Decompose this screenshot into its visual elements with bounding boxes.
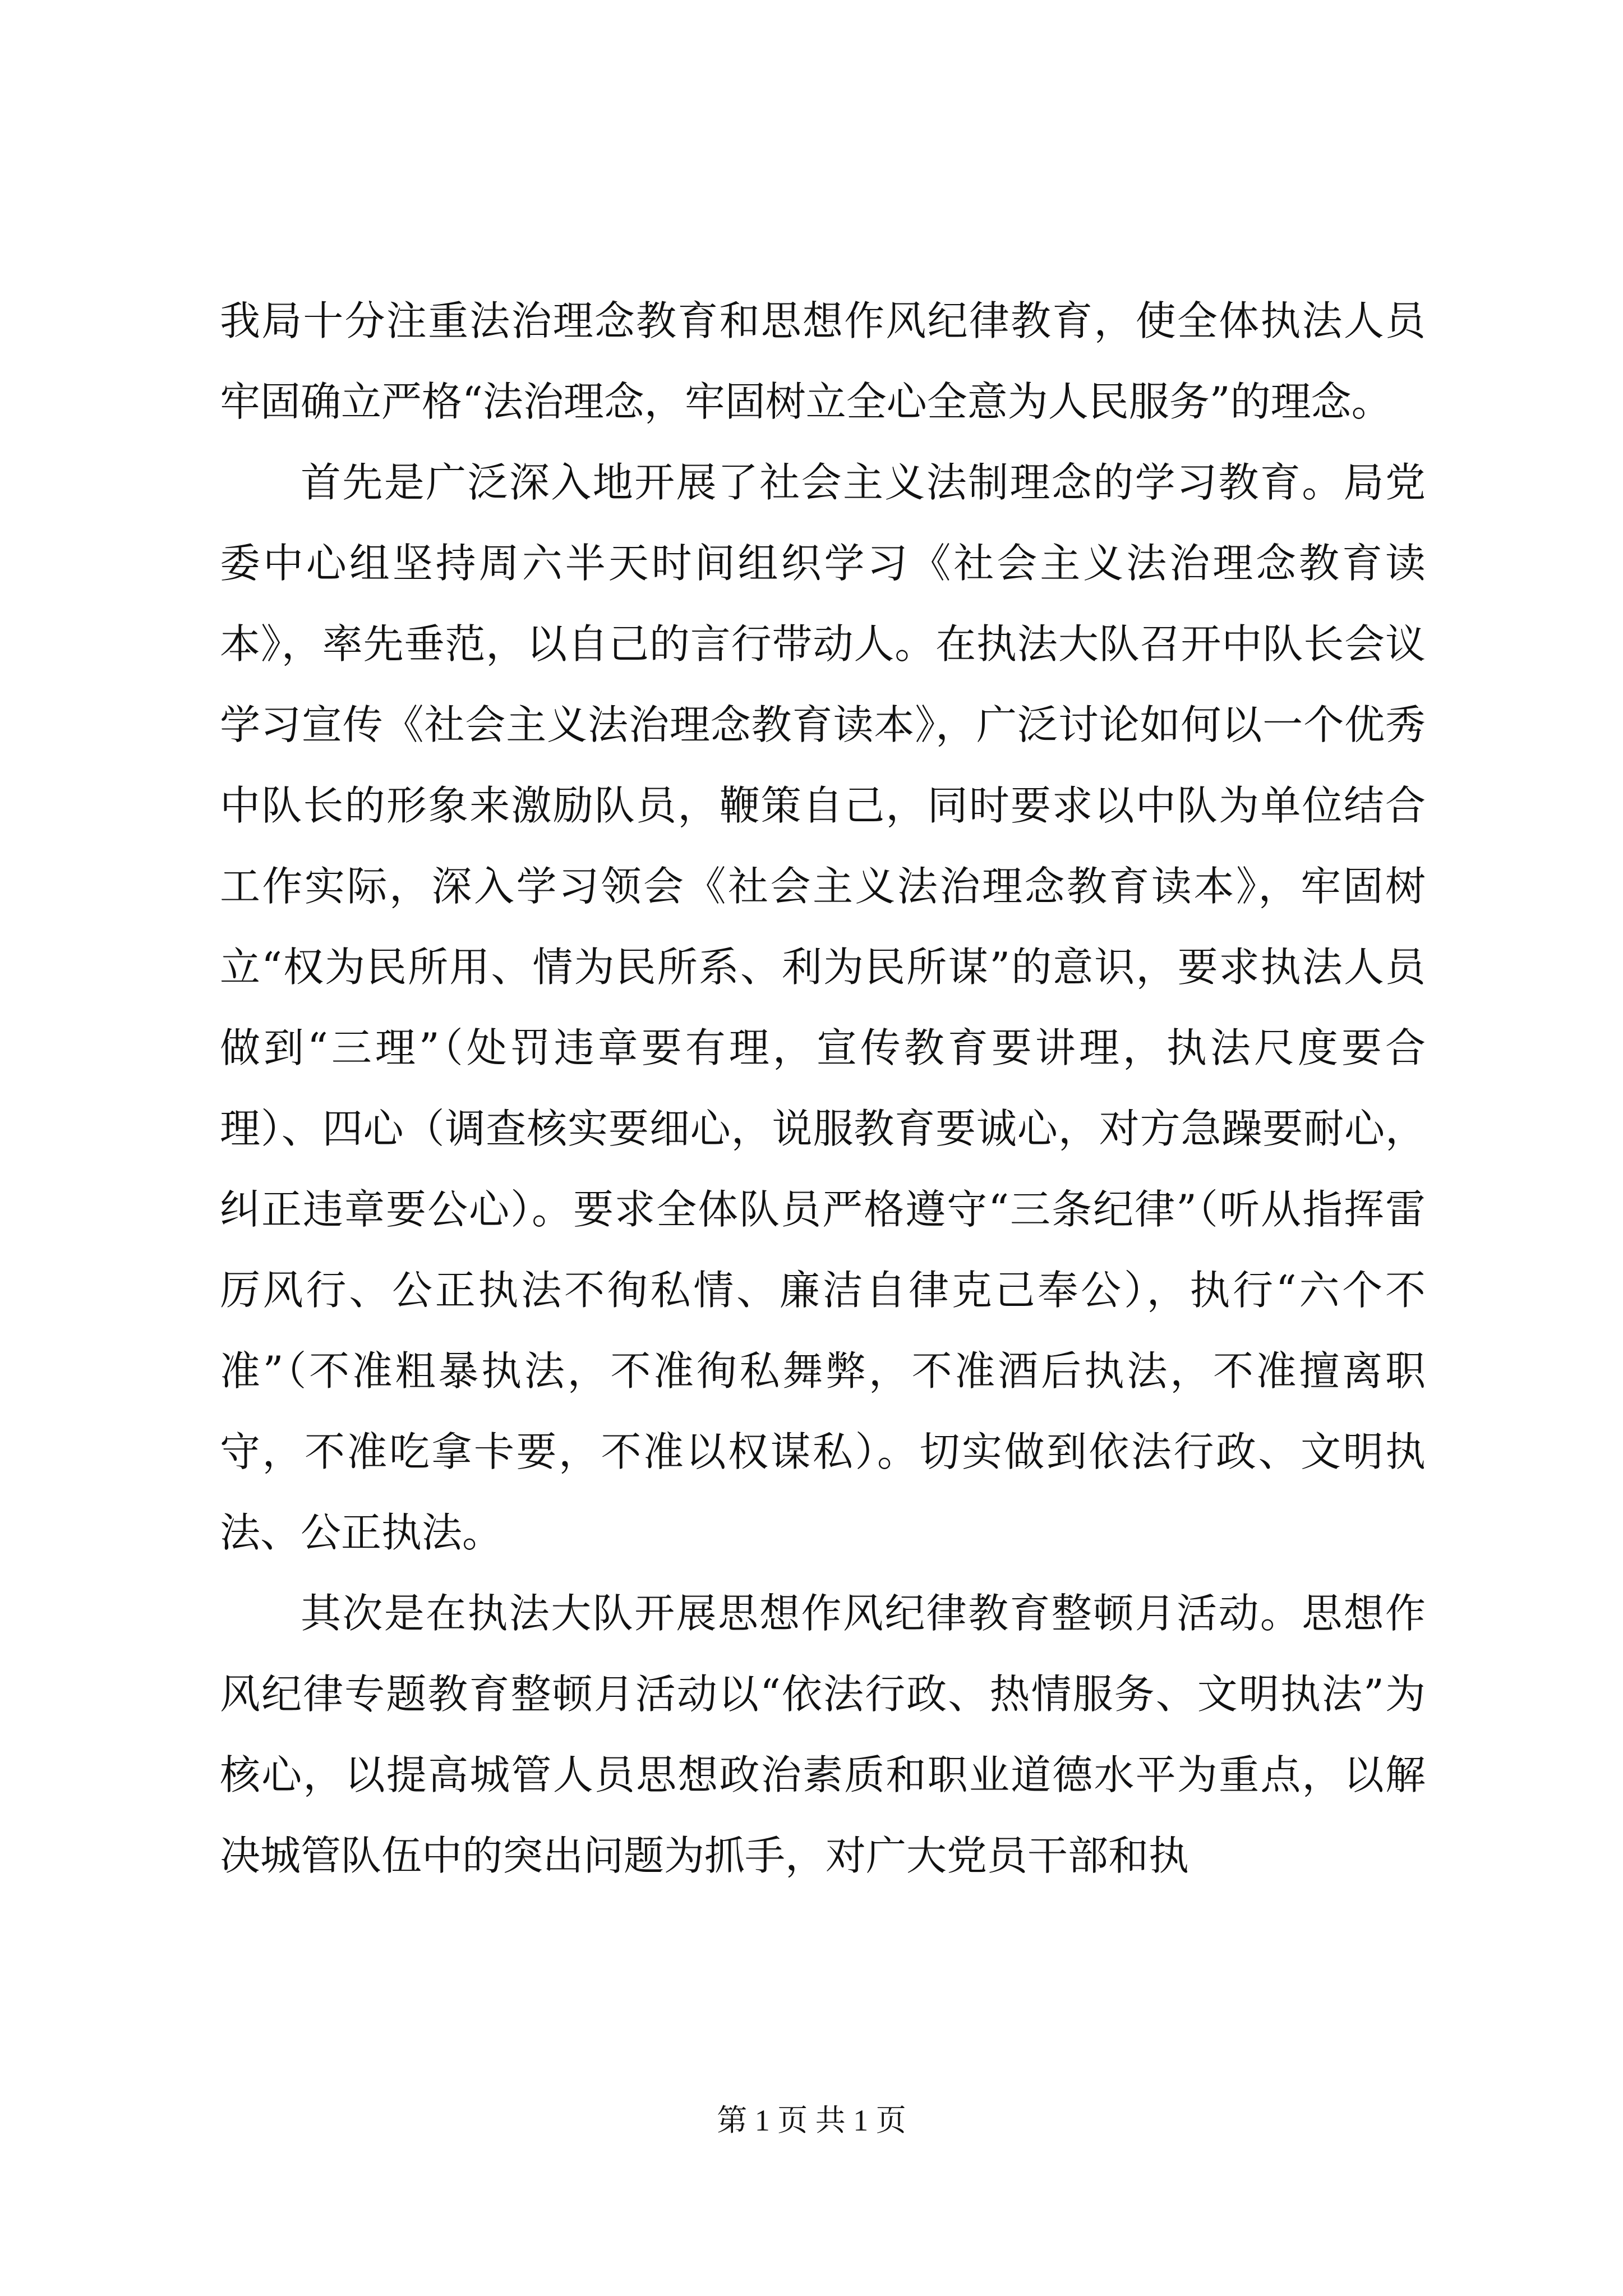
paragraph-discipline-campaign: 其次是在执法大队开展思想作风纪律教育整顿月活动。思想作风纪律专题教育整顿月活动以“依法行政、热情服务、文明执法”为核心，以提高城管人员思想政治素质和职业道德水平为重点，以解决城管队伍中的突出问题为抓手，对广大党员干部和执 <box>220 1590 1426 1879</box>
document-body <box>220 280 1426 1896</box>
paragraph-continuation: 我局十分注重法治理念教育和思想作风纪律教育，使全体执法人员牢固确立严格“法治理念，牢固树立全心全意为人民服务”的理念。 <box>220 297 1426 425</box>
paragraph-legal-education: 首先是广泛深入地开展了社会主义法制理念的学习教育。局党委中心组坚持周六半天时间组织学习《社会主义法治理念教育读本》，率先垂范，以自己的言行带动人。在执法大队召开中队长会议学习宣传《社会主义法治理念教育读本》，广泛讨论如何以一个优秀中队长的形象来激励队员，鞭策自己，同时要求以中队为单位结合工作实际，深入学习领会《社会主义法治理念教育读本》，牢固树立“权为民所用、情为民所系、利为民所谋”的意识，要求执法人员做到“三理”（处罚违章要有理，宣传教育要讲理，执法尺度要合理）、四心（调查核实要细心，说服教育要诚心，对方急躁要耐心，纠正违章要公心）。要求全体队员严格遵守“三条纪律”（听从指挥雷厉风行、公正执法不徇私情、廉洁自律克己奉公），执行“六个不准”（不准粗暴执法，不准徇私舞弊，不准酒后执法，不准擅离职守，不准吃拿卡要，不准以权谋私）。切实做到依法行政、文明执法、公正执法。 <box>220 459 1426 1556</box>
page-footer: 第 1 页 共 1 页 <box>717 2104 906 2137</box>
